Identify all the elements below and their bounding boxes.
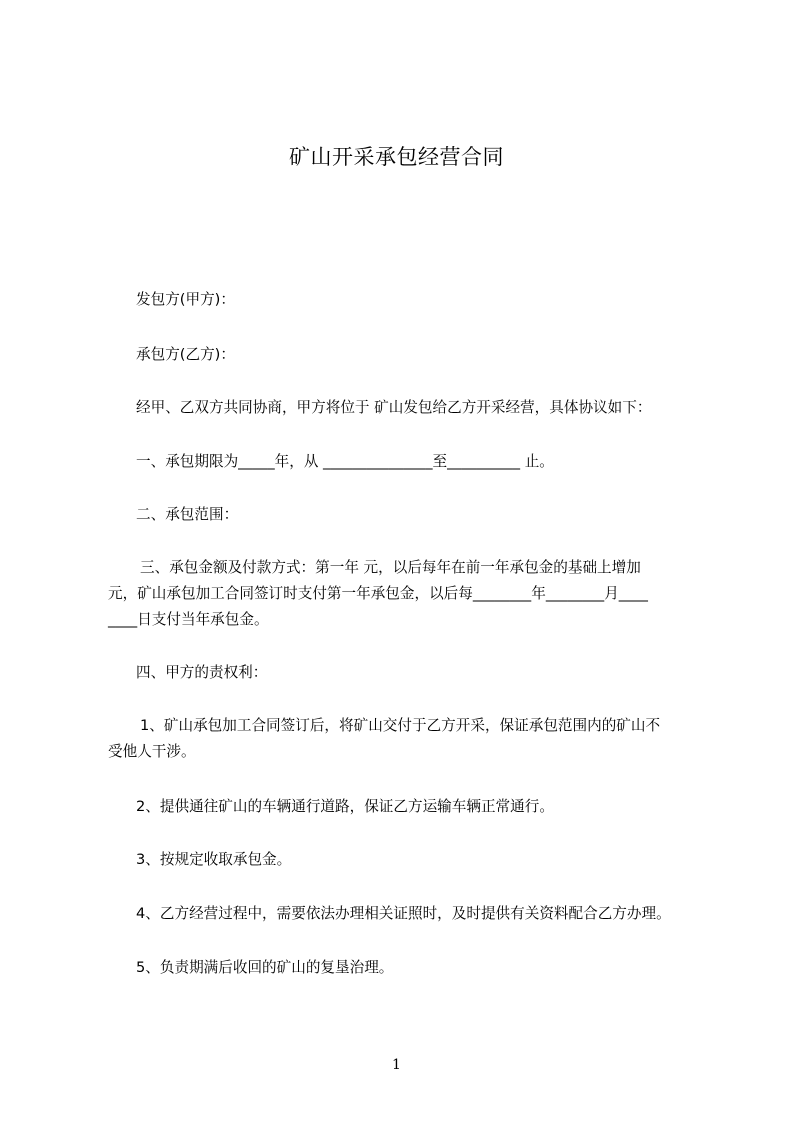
clause-4-rights: 四、甲方的责权利：	[136, 664, 268, 681]
clause-3-line-3: ____日支付当年承包金。	[108, 611, 269, 628]
item-1-line-2: 受他人干涉。	[108, 743, 196, 760]
item-3: 3、按规定收取承包金。	[136, 851, 292, 868]
clause-3-line-1: 三、承包金额及付款方式：第一年 元，以后每年在前一年承包金的基础上增加	[140, 559, 641, 576]
item-1-line-1: 1、矿山承包加工合同签订后，将矿山交付于乙方开采，保证承包范围内的矿山不	[140, 717, 661, 734]
item-5: 5、负责期满后收回的矿山的复垦治理。	[136, 959, 394, 976]
party-b-line: 承包方(乙方)：	[136, 346, 235, 363]
clause-1-term: 一、承包期限为_____年，从 _______________至__________ 止。	[136, 453, 554, 470]
clause-3-line-2: 元，矿山承包加工合同签订时支付第一年承包金，以后每________年________月____	[108, 585, 648, 602]
page-number: 1	[392, 1057, 401, 1073]
item-4: 4、乙方经营过程中，需要依法办理相关证照时，及时提供有关资料配合乙方办理。	[136, 905, 671, 922]
item-2: 2、提供通往矿山的车辆通行道路，保证乙方运输车辆正常通行。	[136, 798, 554, 815]
party-a-line: 发包方(甲方)：	[136, 291, 235, 308]
document-title: 矿山开采承包经营合同	[289, 145, 504, 169]
clause-2-scope: 二、承包范围：	[136, 506, 239, 523]
preamble: 经甲、乙双方共同协商，甲方将位于 矿山发包给乙方开采经营，具体协议如下：	[136, 399, 652, 416]
